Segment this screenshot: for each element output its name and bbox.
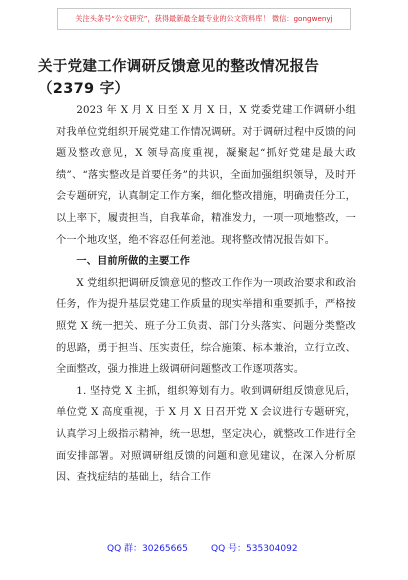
body-paragraph: X 党组织把调研反馈意见的整改工作作为一项政治要求和政治任务，作为提升基层党建工作质量的现实举措和重要抓手，严格按照党 X 统一把关、班子分工负责、部门分头落实、问题分类整改的思路，勇于担当、压实责任，综合施策、标本兼治，立行立改、全面整改，强力推进上级调研问题整改工作逐项落实。 [56,277,356,376]
body-paragraph: 1. 坚持党 X 主抓，组织筹划有力。收到调研组反馈意见后，单位党 X 高度重视，于 X 月 X 日召开党 X 会议进行专题研究，认真学习上级指示精神，统一思想，坚定决心，就整改工作进行全面安排部署。对照调研组反馈的问题和意见建议，在深入分析原因、查找症结的基础上，结合工作 [56,385,356,484]
top-banner: 关注头条号“公文研究”，获得最新最全最专业的公文资料库！ 微信：gongwenyj [57,8,351,30]
footer-qq-group: QQ 群：30265665 [107,544,188,554]
title-line-1: 关于党建工作调研反馈意见的整改情况报告 [38,59,320,75]
body-paragraph-intro: 2023 年 X 月 X 日至 X 月 X 日，X 党委党建工作调研小组对我单位党组织开展党建工作情况调研。对于调研过程中反馈的问题及整改意见，X 领导高度重视，凝聚起“抓好党建是最大政绩”、“落实整改是首要任务”的共识，全面加强组织领导，及时开会专题研究，认真制定工作方案，细化整改措施，明确责任分工，以上率下，履责担当，自我革命，精准发力，一项一项地整改，一个一个地攻坚，绝不容忍任何差池。现将整改情况报告如下。 [56,105,356,246]
footer [0,542,408,556]
title-line-2: （2379 字） [38,81,130,97]
document-title [38,56,378,100]
document-body [56,100,356,489]
section-heading: 一、目前所做的主要工作 [76,256,191,268]
footer-qq-number: QQ 号：535304092 [211,544,298,554]
